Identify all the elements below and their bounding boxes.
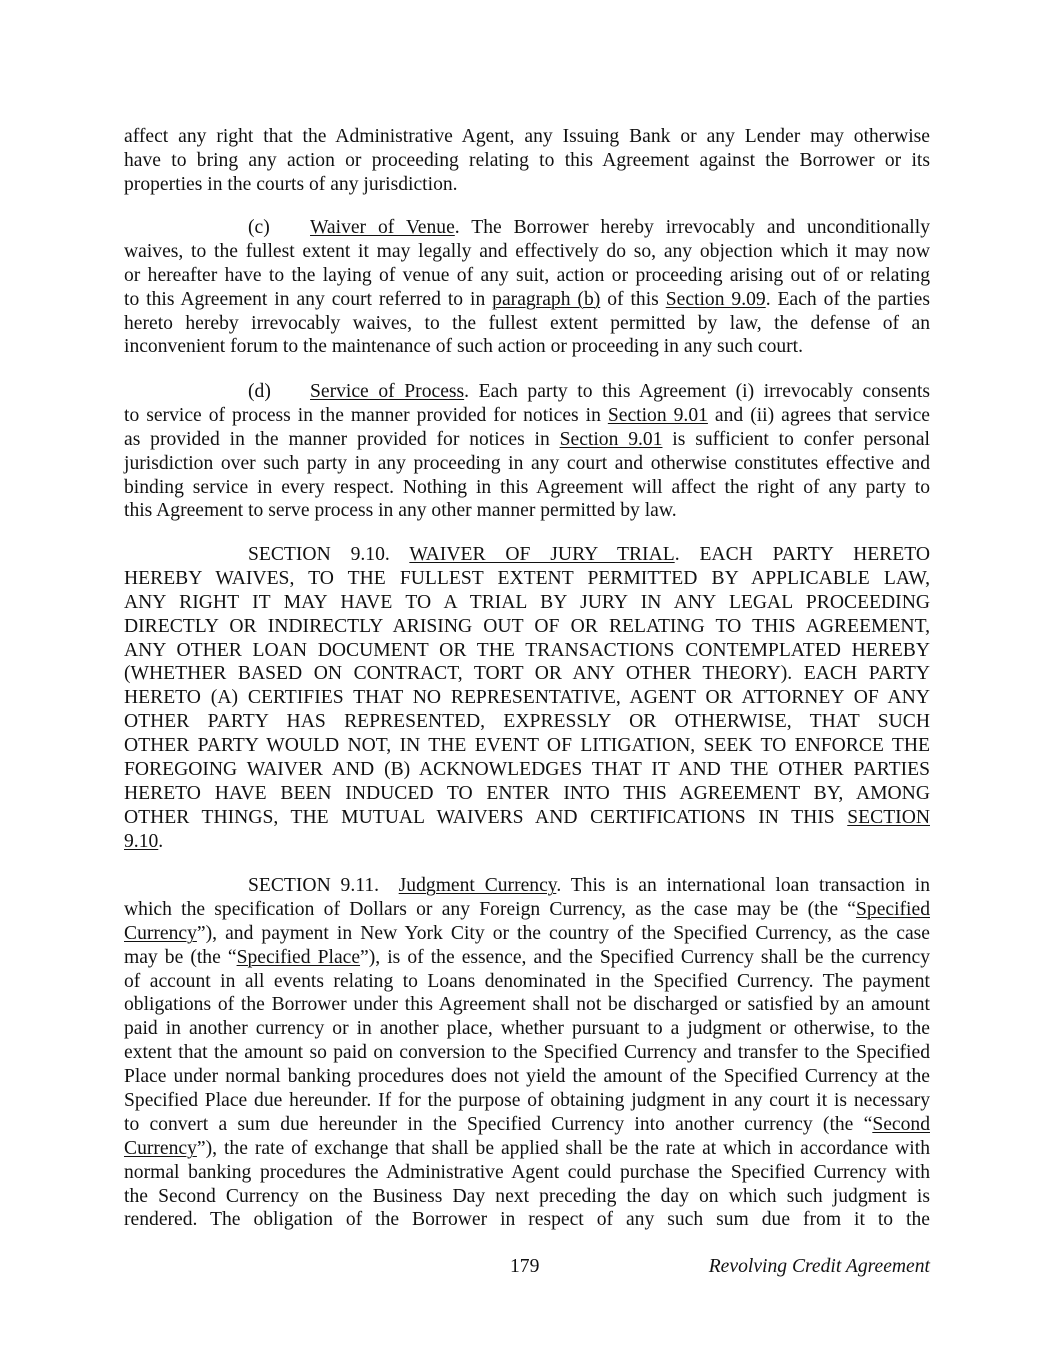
text-line: extent that the amount so paid on conversion to the Specified Currency and transfer to the Specified: [124, 1042, 930, 1064]
clause-label: (d): [248, 381, 271, 402]
text-line: to convert a sum due hereunder in the Specified Currency into another currency (the “Second: [124, 1113, 930, 1135]
text-line: obligations of the Borrower under this Agreement shall not be discharged or satisfied by an amount: [124, 994, 930, 1016]
cross-reference-section-9-10[interactable]: SECTION: [847, 806, 930, 828]
text-line: to service of process in the manner provided for notices in Section 9.01 and (ii) agrees that service: [124, 404, 930, 426]
section-number: SECTION 9.10.: [248, 544, 390, 565]
text-line: HERETO (A) CERTIFIES THAT NO REPRESENTATIVE, AGENT OR ATTORNEY OF ANY: [124, 687, 930, 709]
clause-heading: Waiver of Venue: [310, 217, 455, 238]
text-line: OTHER PARTY HAS REPRESENTED, EXPRESSLY OR OTHERWISE, THAT SUCH: [124, 711, 930, 733]
text-line: may be (the “Specified Place”), is of the essence, and the Specified Currency shall be the currency: [124, 946, 930, 968]
text-line: Specified Place due hereunder. If for the purpose of obtaining judgment in any court it is necessary: [124, 1090, 930, 1112]
text-line: inconvenient forum to the maintenance of such action or proceeding in any such court.: [124, 336, 804, 358]
text-line: rendered. The obligation of the Borrower in respect of any such sum due from it to the: [124, 1209, 930, 1231]
page-number: 179: [510, 1256, 540, 1277]
text-line: DIRECTLY OR INDIRECTLY ARISING OUT OF OR RELATING TO THIS AGREEMENT,: [124, 615, 930, 637]
text-line: FOREGOING WAIVER AND (B) ACKNOWLEDGES THAT IT AND THE OTHER PARTIES: [124, 759, 930, 781]
text-line: affect any right that the Administrative Agent, any Issuing Bank or any Lender may otherwise: [124, 126, 930, 147]
paragraph-waiver-of-venue: [124, 216, 930, 359]
text-line: the Second Currency on the Business Day next preceding the day on which such judgment is: [124, 1185, 930, 1207]
text-line: 9.10.: [124, 830, 164, 852]
defined-term-specified-currency: Specified: [856, 898, 930, 920]
text-line: Currency”), the rate of exchange that shall be applied shall be the rate at which in accordance with: [124, 1137, 930, 1159]
defined-term-specified-currency: Currency: [124, 922, 197, 944]
text-line: ANY RIGHT IT MAY HAVE TO A TRIAL BY JURY IN ANY LEGAL PROCEEDING: [124, 591, 930, 613]
document-footer-title: Revolving Credit Agreement: [708, 1256, 930, 1277]
paragraph-continuation: [124, 125, 930, 197]
text-line: to this Agreement in any court referred to in paragraph (b) of this Section 9.09. Each of the parties: [124, 288, 930, 310]
text-line: or hereafter have to the laying of venue of any suit, action or proceeding arising out of or relating: [124, 264, 930, 286]
text-line: SECTION 9.11. Judgment Currency. This is an international loan transaction in: [248, 875, 930, 896]
section-9-11-judgment-currency: [124, 874, 930, 1232]
text-line: SECTION 9.10. WAIVER OF JURY TRIAL. EACH PARTY HERETO: [248, 544, 930, 565]
text-line: ANY OTHER LOAN DOCUMENT OR THE TRANSACTIONS CONTEMPLATED HEREBY: [124, 639, 930, 661]
cross-reference-paragraph-b[interactable]: paragraph (b): [492, 288, 601, 310]
text-line: HERETO HAVE BEEN INDUCED TO ENTER INTO THIS AGREEMENT BY, AMONG: [124, 782, 930, 804]
text-line: binding service in every respect. Nothing in this Agreement will affect the right of any party to: [124, 476, 930, 498]
cross-reference-section-9-10[interactable]: 9.10: [124, 830, 159, 852]
defined-term-second-currency: Currency: [124, 1137, 197, 1159]
text-line: (d) Service of Process. Each party to this Agreement (i) irrevocably consents: [248, 381, 931, 402]
text-line: Place under normal banking procedures does not yield the amount of the Specified Currency at the: [124, 1066, 930, 1088]
clause-heading: Service of Process: [310, 381, 465, 402]
text-line: paid in another currency or in another place, whether pursuant to a judgment or otherwise, to the: [124, 1018, 930, 1040]
defined-term-specified-place: Specified Place: [236, 946, 361, 968]
section-heading: WAIVER OF JURY TRIAL: [409, 544, 675, 565]
text-line: (c) Waiver of Venue. The Borrower hereby irrevocably and unconditionally: [248, 217, 930, 238]
section-9-10-waiver-of-jury-trial: [124, 543, 930, 854]
text-line: this Agreement to serve process in any other manner permitted by law.: [124, 500, 677, 522]
text-line: which the specification of Dollars or any Foreign Currency, as the case may be (the “Specified: [124, 898, 930, 920]
text-line: waives, to the fullest extent it may legally and effectively do so, any objection which it may now: [124, 240, 930, 262]
text-line: of account in all events relating to Loans denominated in the Specified Currency. The payment: [124, 970, 930, 992]
text-line: hereto hereby irrevocably waives, to the fullest extent permitted by law, the defense of an: [124, 312, 930, 334]
text-line: HEREBY WAIVES, TO THE FULLEST EXTENT PERMITTED BY APPLICABLE LAW,: [124, 567, 930, 589]
text-line: have to bring any action or proceeding relating to this Agreement against the Borrower or its: [124, 149, 930, 171]
section-number: SECTION 9.11.: [248, 875, 380, 896]
cross-reference-section-9-01[interactable]: Section 9.01: [559, 428, 663, 450]
paragraph-service-of-process: [124, 380, 930, 523]
section-heading: Judgment Currency: [398, 875, 557, 896]
text-line: properties in the courts of any jurisdiction.: [124, 173, 458, 195]
cross-reference-section-9-09[interactable]: Section 9.09: [665, 288, 766, 310]
text-line: Currency”), and payment in New York City or the country of the Specified Currency, as the case: [124, 922, 930, 944]
text-line: OTHER PARTY WOULD NOT, IN THE EVENT OF LITIGATION, SEEK TO ENFORCE THE: [124, 735, 930, 757]
text-line: as provided in the manner provided for notices in Section 9.01 is sufficient to confer personal: [124, 428, 930, 450]
cross-reference-section-9-01[interactable]: Section 9.01: [607, 404, 708, 426]
text-line: jurisdiction over such party in any proceeding in any court and otherwise constitutes effective and: [124, 452, 930, 474]
text-line: OTHER THINGS, THE MUTUAL WAIVERS AND CERTIFICATIONS IN THIS SECTION: [124, 806, 930, 828]
text-line: (WHETHER BASED ON CONTRACT, TORT OR ANY OTHER THEORY). EACH PARTY: [124, 663, 930, 685]
clause-label: (c): [248, 217, 270, 238]
text-line: normal banking procedures the Administrative Agent could purchase the Specified Currency with: [124, 1161, 930, 1183]
defined-term-second-currency: Second: [872, 1113, 930, 1135]
